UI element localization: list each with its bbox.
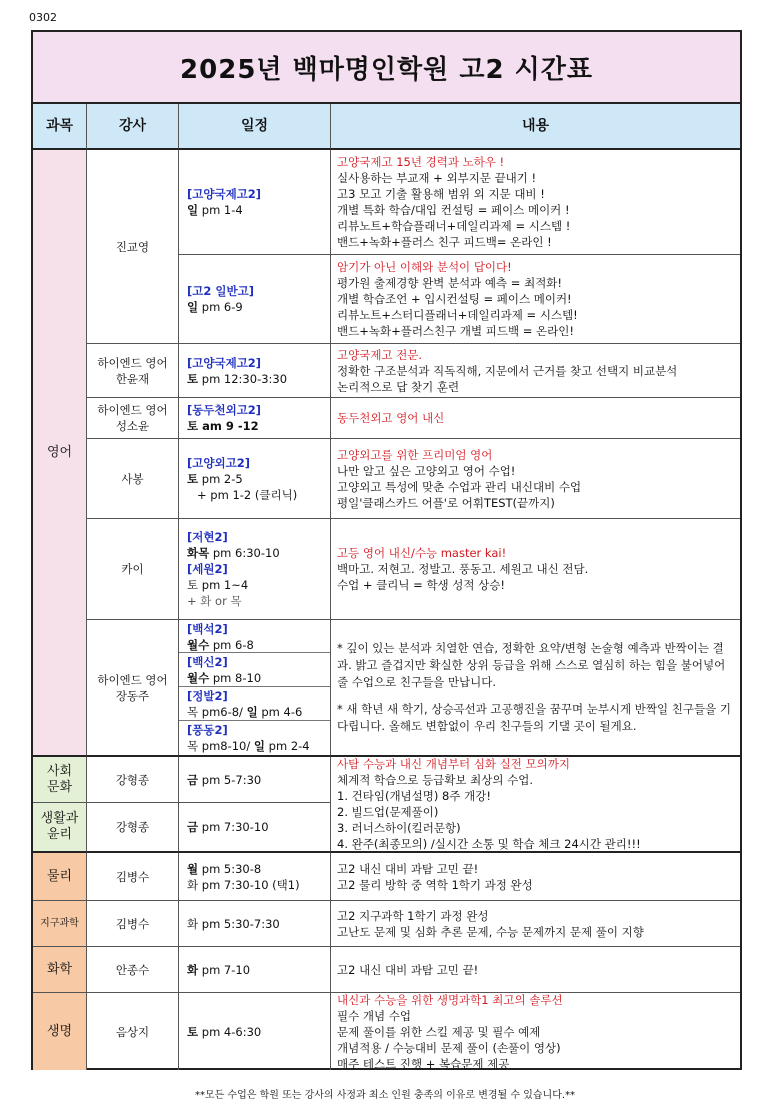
teacher-name: 성소윤 [115, 419, 150, 433]
content-line: 고난도 문제 및 심화 추론 문제, 수능 문제까지 문제 풀이 지향 [337, 924, 644, 939]
subject-life-ethics: 생활과 윤리 [33, 803, 87, 853]
content-line: 3. 러너스하이(킬러문항) [337, 821, 461, 835]
content-line: 4. 완주(최종모의) /실시간 소통 및 학습 체크 24시간 관리!!! [337, 837, 641, 851]
header-content: 내용 [331, 104, 740, 150]
content-headline: 사탐 수능과 내신 개념부터 심화 실전 모의까지 [337, 757, 571, 771]
content-line: 1. 건타임(개념설명) 8주 개강! [337, 789, 491, 803]
teacher-eum: 음상지 [87, 993, 179, 1070]
teacher-seong [87, 398, 179, 439]
school-label: [고2 일반고] [187, 284, 254, 298]
schedule-slot [179, 620, 330, 653]
header-subject: 과목 [33, 104, 87, 150]
day-label: 일 [187, 203, 199, 217]
teacher-kang-b: 강형종 [87, 803, 179, 853]
content-line: 개별 학습조언 + 입시컨설팅 = 페이스 메이커! [337, 292, 572, 306]
content-sabong [331, 439, 740, 519]
content-line: 실사용하는 부교재 + 외부지문 끝내기 ! [337, 171, 537, 185]
school-label: [세원2] [187, 562, 228, 576]
subject-physics: 물리 [33, 853, 87, 901]
content-eum [331, 993, 740, 1070]
teacher-sabong: 사봉 [87, 439, 179, 519]
day-label: 일 [187, 300, 199, 314]
content-line: 고3 모고 기출 활용해 범위 외 지문 대비 ! [337, 187, 545, 201]
content-jin-a [331, 150, 740, 255]
content-line: 문제 풀이를 위한 스킬 제공 및 필수 예제 [337, 1024, 541, 1039]
time-label: pm 5:30-8 [198, 861, 262, 876]
content-line: 밴드+녹화+플러스 친구 피드백= 온라인 ! [337, 235, 552, 249]
content-line: 백마고. 저현고. 정발고. 풍동고. 세원고 내신 전담. [337, 562, 589, 576]
schedule-kim-earth [179, 901, 331, 947]
content-line: 매주 테스트 진행 + 복습문제 제공 [337, 1056, 510, 1070]
schedule-seong [179, 398, 331, 439]
content-line: 밴드+녹화+플러스친구 개별 피드백 = 온라인! [337, 324, 574, 338]
content-line: 논리적으로 답 찾기 훈련 [337, 379, 460, 394]
content-han [331, 344, 740, 398]
content-line: 개별 특화 학습/대입 컨설팅 = 페이스 메이커 ! [337, 203, 570, 217]
content-headline: 고양국제고 전문. [337, 347, 423, 362]
day-label: 토 [187, 371, 199, 386]
subject-english: 영어 [33, 150, 87, 757]
day-label: 목 [187, 739, 199, 753]
extra-label: + pm 1-2 (클리닉) [197, 487, 298, 502]
school-label: [동두천외고2] [187, 403, 262, 417]
content-kim-physics [331, 853, 740, 901]
teacher-course: 하이엔드 영어 [97, 355, 168, 370]
day-label: 토 [187, 1024, 199, 1039]
day-label: 화 [187, 962, 199, 977]
time-label: pm 5-7:30 [198, 772, 262, 787]
time-label: pm 4-6:30 [198, 1024, 262, 1039]
schedule-kang-b [179, 803, 331, 853]
schedule-jang [179, 620, 331, 757]
day-label: 월 [187, 861, 199, 876]
time-label: 화 pm 7:30-10 (택1) [187, 877, 300, 892]
day-label: 금 [187, 820, 199, 834]
content-kim-earth [331, 901, 740, 947]
teacher-kim-earth: 김병수 [87, 901, 179, 947]
day-label: 목 [187, 705, 199, 719]
schedule-kang-a [179, 757, 331, 803]
time-label: 화 pm 5:30-7:30 [187, 916, 280, 931]
school-label: [풍동2] [187, 723, 228, 737]
day-label: 토 [187, 578, 199, 592]
time-label: pm 7:30-10 [198, 820, 269, 834]
content-headline: 고등 영어 내신/수능 master kai! [337, 546, 507, 560]
document-code: 0302 [29, 11, 57, 24]
school-label: [고양외고2] [187, 455, 250, 470]
time-label: pm 8-10 [209, 671, 262, 685]
timetable-sheet [31, 30, 742, 1070]
content-ahn [331, 947, 740, 993]
content-headline: 내신과 수능을 위한 생명과학1 최고의 솔루션 [337, 993, 563, 1007]
content-line: 고2 내신 대비 과탐 고민 끝! [337, 861, 479, 876]
day-label: 금 [187, 772, 199, 787]
content-line: 나만 알고 싶은 고양외고 영어 수업! [337, 463, 516, 478]
extra-label: + 화 or 목 [187, 594, 242, 608]
teacher-kang-a: 강형종 [87, 757, 179, 803]
schedule-han [179, 344, 331, 398]
content-seong [331, 398, 740, 439]
school-label: [정발2] [187, 689, 228, 703]
content-line: 수업 + 클리닉 = 학생 성적 상승! [337, 578, 506, 592]
content-paragraph: * 새 학년 새 학기, 상승곡선과 고공행진을 꿈꾸며 눈부시게 반짝일 친구들을 기다립니다. 올해도 변함없이 우리 친구들의 기댈 곳이 될게요. [337, 702, 731, 733]
teacher-ahn: 안종수 [87, 947, 179, 993]
schedule-kim-physics [179, 853, 331, 901]
school-label: [저현2] [187, 530, 228, 544]
teacher-course: 하이엔드 영어 [97, 672, 168, 687]
schedule-slot [179, 721, 330, 755]
content-headline: 고양외고를 위한 프리미엄 영어 [337, 447, 493, 462]
content-line: 고2 물리 방학 중 역학 1학기 과정 완성 [337, 877, 533, 892]
content-headline: 암기가 아닌 이해와 분석이 답이다! [337, 260, 512, 274]
teacher-kim-physics: 김병수 [87, 853, 179, 901]
subject-social-culture: 사회 문화 [33, 757, 87, 803]
content-headline: 고양국제고 15년 경력과 노하우 ! [337, 155, 505, 169]
time-label: pm 2-4 [265, 739, 310, 753]
subject-biology: 생명 [33, 993, 87, 1070]
content-line: 필수 개념 수업 [337, 1008, 411, 1023]
content-jang [331, 620, 740, 757]
teacher-jin: 진교영 [87, 150, 179, 344]
teacher-course: 하이엔드 영어 [97, 403, 168, 417]
content-headline: 동두천외고 영어 내신 [337, 411, 445, 425]
teacher-han [87, 344, 179, 398]
schedule-slot [179, 653, 330, 687]
schedule-jin-b [179, 255, 331, 344]
content-line: 2. 빌드업(문제풀이) [337, 805, 439, 819]
time-label: pm6-8/ [198, 705, 247, 719]
content-line: 개념적용 / 수능대비 문제 풀이 (손풀이 영상) [337, 1040, 561, 1055]
content-line: 고2 내신 대비 과탐 고민 끝! [337, 962, 479, 977]
content-line: 고양외고 특성에 맞춘 수업과 관리 내신대비 수업 [337, 479, 582, 494]
schedule-slot [179, 687, 330, 721]
content-line: 고2 지구과학 1학기 과정 완성 [337, 908, 489, 923]
subject-earth-science: 지구과학 [33, 901, 87, 947]
day-label: 토 [187, 471, 199, 486]
time-label: pm 6:30-10 [209, 546, 280, 560]
content-line: 평일'클래스카드 어플'로 어휘TEST(끝까지) [337, 495, 555, 510]
time-label: am 9 -12 [198, 419, 259, 433]
content-line: 리뷰노트+학습플래너+데일리과제 = 시스템 ! [337, 219, 571, 233]
timetable-grid [33, 104, 740, 1070]
teacher-name: 한윤재 [115, 371, 150, 386]
title-banner [33, 32, 740, 104]
time-label: pm 7-10 [198, 962, 251, 977]
content-kai [331, 519, 740, 620]
teacher-jang [87, 620, 179, 757]
day-label: 토 [187, 419, 199, 433]
time-label: pm8-10/ [198, 739, 254, 753]
content-jin-b [331, 255, 740, 344]
time-label: pm 12:30-3:30 [198, 371, 288, 386]
subject-chemistry: 화학 [33, 947, 87, 993]
schedule-sabong [179, 439, 331, 519]
school-label: [백석2] [187, 622, 228, 636]
day-label: 일 [253, 739, 266, 753]
time-label: pm 4-6 [257, 705, 303, 719]
schedule-eum [179, 993, 331, 1070]
time-label: pm 2-5 [198, 471, 243, 486]
content-line: 리뷰노트+스터디플래너+데일리과제 = 시스템! [337, 308, 578, 322]
day-label: 일 [246, 705, 258, 719]
time-label: pm 1~4 [198, 578, 249, 592]
schedule-jin-a [179, 150, 331, 255]
day-label: 화목 [187, 546, 210, 560]
schedule-ahn [179, 947, 331, 993]
teacher-kai: 카이 [87, 519, 179, 620]
day-label: 월수 [187, 671, 210, 685]
header-schedule: 일정 [179, 104, 331, 150]
day-label: 월수 [187, 638, 210, 652]
footer-note: **모든 수업은 학원 또는 강사의 사정과 최소 인원 충족의 이유로 변경될 수 있습니다.** [194, 1090, 576, 1101]
school-label: [고양국제고2] [187, 187, 262, 201]
content-line: 체계적 학습으로 등급확보 최상의 수업. [337, 773, 534, 787]
content-paragraph: * 깊이 있는 분석과 치열한 연습, 정확한 요약/변형 논술형 예측과 반짝이는 결과. 밝고 즐겁지만 확실한 상위 등급을 위해 스스로 열심히 하는 힘을 불어넣어 줄 수업으로 친구들을 만납니다. [337, 641, 726, 689]
school-label: [고양국제고2] [187, 355, 262, 370]
time-label: pm 1-4 [198, 203, 243, 217]
school-label: [백신2] [187, 655, 228, 669]
content-kang [331, 757, 740, 853]
page-title: 2025년 백마명인학원 고2 시간표 [180, 54, 593, 85]
content-line: 정확한 구조분석과 직독직해, 지문에서 근거를 찾고 선택지 비교분석 [337, 363, 678, 378]
schedule-kai [179, 519, 331, 620]
time-label: pm 6-8 [209, 638, 254, 652]
teacher-name: 장동주 [115, 688, 150, 703]
time-label: pm 6-9 [198, 300, 243, 314]
content-line: 평가원 출제경향 완벽 분석과 예측 = 최적화! [337, 276, 563, 290]
header-teacher: 강사 [87, 104, 179, 150]
